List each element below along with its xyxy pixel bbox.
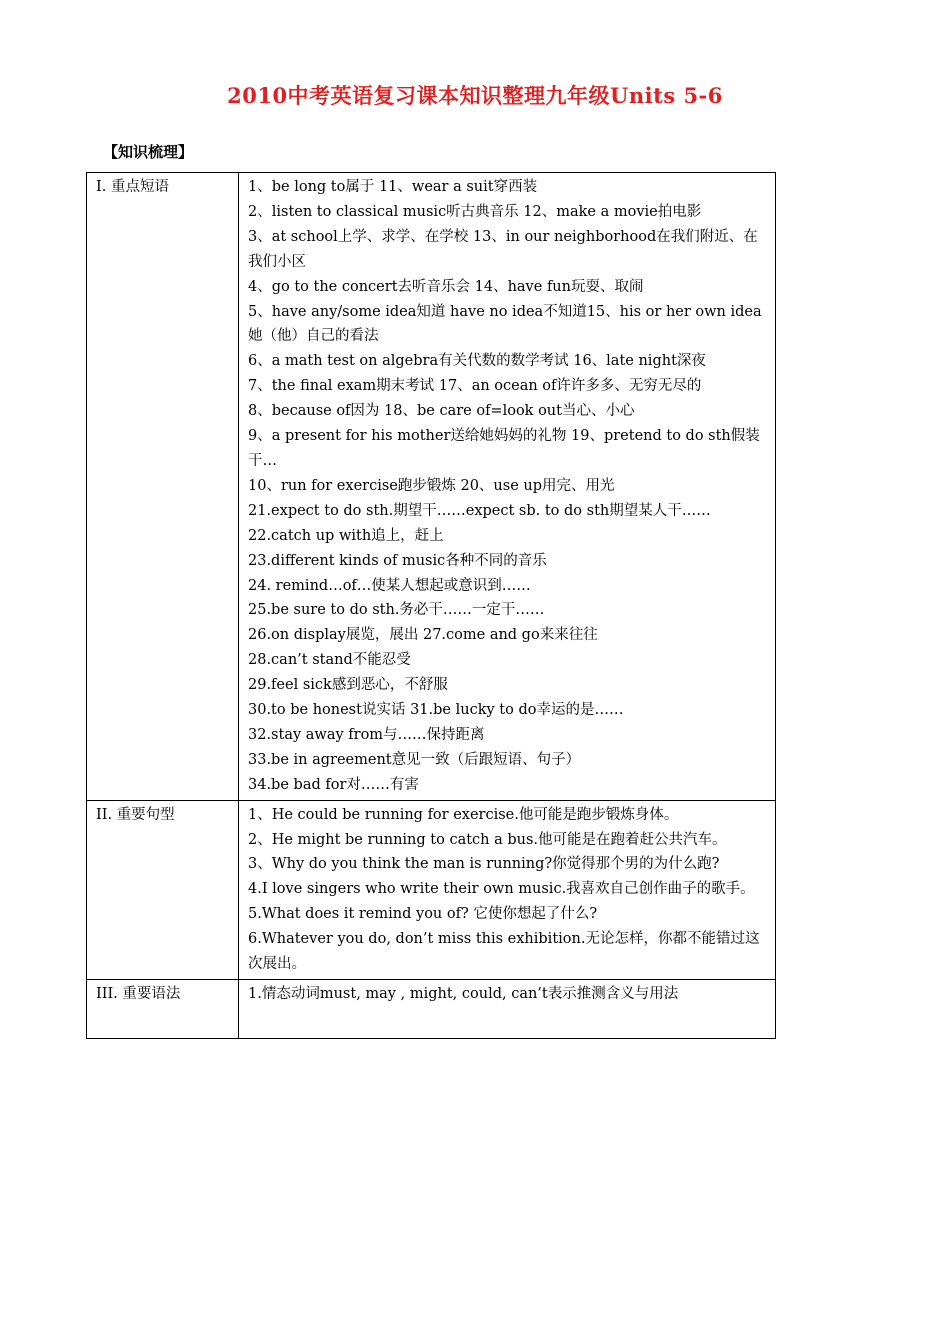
list-item: 26.on display展览，展出 27.come and go来来往往 xyxy=(248,627,598,644)
list-item: 5、have any/some idea知道 have no idea不知道15、his or her own idea她（他）自己的看法 xyxy=(248,303,762,345)
row-label: I. 重点短语 xyxy=(87,173,239,801)
list-item: 25.be sure to do sth.务必干……一定干…… xyxy=(248,602,545,619)
list-item: 3、Why do you think the man is running?你觉得那个男的为什么跑? xyxy=(248,856,720,873)
section-heading: 【知识梳理】 xyxy=(103,143,194,161)
row-content xyxy=(239,800,776,979)
table-row xyxy=(87,173,776,801)
list-item: 10、run for exercise跑步锻炼 20、use up用完、用光 xyxy=(248,477,615,494)
knowledge-table xyxy=(86,172,776,1039)
row-content xyxy=(239,980,776,1039)
list-item: 1、He could be running for exercise.他可能是跑步锻炼身体。 xyxy=(248,806,679,823)
list-item: 6.Whatever you do, don’t miss this exhibition.无论怎样，你都不能错过这次展出。 xyxy=(248,931,760,973)
list-item: 7、the final exam期末考试 17、an ocean of许许多多、无穷无尽的 xyxy=(248,378,702,395)
row-label: III. 重要语法 xyxy=(87,980,239,1039)
list-item: 32.stay away from与……保持距离 xyxy=(248,726,485,743)
page-title: 2010中考英语复习课本知识整理九年级Units 5-6 xyxy=(227,83,723,108)
row-content xyxy=(239,173,776,801)
list-item: 8、because of因为 18、be care of=look out当心、小心 xyxy=(248,403,635,420)
table-row xyxy=(87,800,776,979)
list-item: 5.What does it remind you of? 它使你想起了什么? xyxy=(248,906,598,923)
list-item: 23.different kinds of music各种不同的音乐 xyxy=(248,552,547,569)
list-item: 1、be long to属于 11、wear a suit穿西装 xyxy=(248,179,538,195)
list-item: 30.to be honest说实话 31.be lucky to do幸运的是…… xyxy=(248,702,624,719)
list-item: 3、at school上学、求学、在学校 13、in our neighborhood在我们附近、在我们小区 xyxy=(248,228,758,270)
list-item: 28.can’t stand不能忍受 xyxy=(248,652,411,669)
row-label: II. 重要句型 xyxy=(87,800,239,979)
table-row xyxy=(87,980,776,1039)
list-item: 34.be bad for对……有害 xyxy=(248,776,419,793)
list-item: 2、He might be running to catch a bus.他可能是在跑着赶公共汽车。 xyxy=(248,831,727,848)
list-item: 2、listen to classical music听古典音乐 12、make a movie拍电影 xyxy=(248,203,702,220)
list-item: 6、a math test on algebra有关代数的数学考试 16、late night深夜 xyxy=(248,353,706,370)
list-item: 9、a present for his mother送给她妈妈的礼物 19、pretend to do sth假装干… xyxy=(248,428,760,469)
list-item: 21.expect to do sth.期望干……expect sb. to do sth期望某人干…… 22.catch up with追上，赶上 xyxy=(248,502,711,544)
list-item: 29.feel sick感到恶心，不舒服 xyxy=(248,677,448,694)
list-item: 1.情态动词must, may , might, could, can’t表示推测含义与用法 xyxy=(248,986,679,1002)
list-item: 4、go to the concert去听音乐会 14、have fun玩耍、取闹 xyxy=(248,278,644,295)
list-item: 33.be in agreement意见一致（后跟短语、句子） xyxy=(248,751,581,768)
list-item: 24. remind…of…使某人想起或意识到…… xyxy=(248,577,531,594)
list-item: 4.I love singers who write their own music.我喜欢自己创作曲子的歌手。 xyxy=(248,881,755,898)
